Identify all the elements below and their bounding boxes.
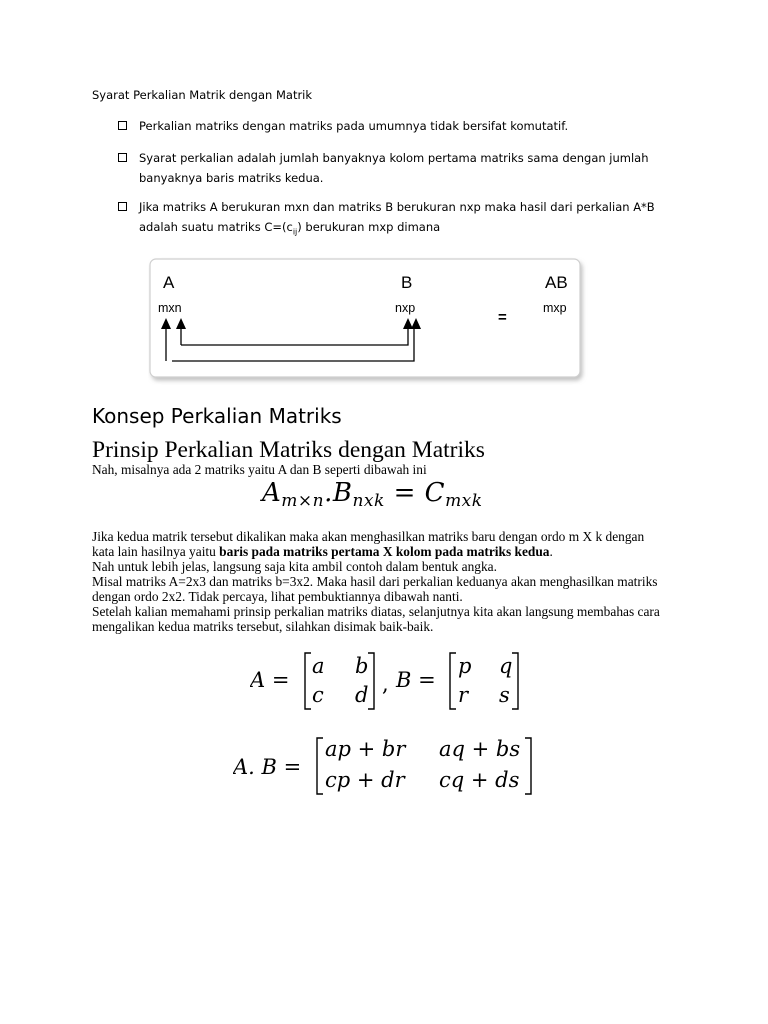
checkbox-bullet-icon bbox=[118, 121, 127, 130]
bullet-text: Jika matriks A berukuran mxn dan matriks B berukuran nxp maka hasil dari perkalian A*B adalah suatu matriks $C=(c_{ij})$ berukuran mxp dimana bbox=[139, 200, 655, 237]
matrix-product bbox=[233, 734, 553, 804]
matrix-cell: p bbox=[458, 654, 472, 678]
diagram-label-ab: AB bbox=[545, 273, 568, 292]
section-heading: Syarat Perkalian Matrik dengan Matrik bbox=[92, 88, 313, 102]
checkbox-bullet-icon bbox=[118, 202, 127, 211]
matrix-cell: a bbox=[312, 654, 325, 678]
diagram-size-b: nxp bbox=[395, 301, 416, 315]
matrix-a-label: A = bbox=[250, 668, 290, 692]
product-cell: aq + bs bbox=[439, 737, 521, 761]
product-label: A. B = bbox=[233, 755, 302, 779]
matrix-cell: d bbox=[355, 683, 369, 707]
matrix-cell: s bbox=[499, 683, 510, 707]
diagram-equals: = bbox=[498, 309, 507, 326]
matrix-cell: b bbox=[355, 654, 369, 678]
diagram-label-b: B bbox=[401, 273, 413, 292]
prinsip-heading: Prinsip Perkalian Matriks dengan Matriks bbox=[92, 437, 485, 463]
bullet-text: Syarat perkalian adalah jumlah banyaknya kolom pertama matriks sama dengan jumlah banyaknya baris matriks kedua. bbox=[139, 151, 649, 185]
diagram-size-ab: mxp bbox=[543, 301, 567, 315]
bullet-item bbox=[118, 148, 678, 188]
bullet-text: Perkalian matriks dengan matriks pada umumnya tidak bersifat komutatif. bbox=[139, 119, 569, 133]
konsep-heading: Konsep Perkalian Matriks bbox=[92, 404, 342, 428]
product-cell: ap + br bbox=[325, 737, 406, 761]
checkbox-bullet-icon bbox=[118, 153, 127, 162]
matrix-size-diagram bbox=[148, 257, 588, 385]
bullet-item bbox=[118, 197, 678, 242]
formula-main: $A_{m\times n}.B_{nxk} = C_{mxk}$ bbox=[262, 478, 483, 511]
matrix-cell: q bbox=[499, 654, 513, 678]
matrix-definition bbox=[250, 645, 550, 715]
matrix-b-label: B = bbox=[396, 668, 436, 692]
explanation-paragraph: Jika kedua matrik tersebut dikalikan maka akan menghasilkan matriks baru dengan ordo m X k dengan kata lain hasilnya yaitu baris pada matriks pertama X kolom pada matriks kedua. Nah untuk lebih jelas, langsung saja kita ambil contoh dalam bentuk angka. Misal matriks A=2x3 dan matriks b=3x2. Maka hasil dari perkalian keduanya akan menghasilkan matriks dengan ordo 2x2. Tidak percaya, lihat pembuktiannya dibawah nanti. Setelah kalian memahami prinsip perkalian matriks diatas, selanjutnya kita akan langsung membahas cara mengalikan kedua matriks tersebut, silahkan disimak baik-baik. bbox=[92, 529, 660, 634]
bullet-item bbox=[118, 116, 678, 136]
matrix-cell: c bbox=[312, 683, 324, 707]
intro-text: Nah, misalnya ada 2 matriks yaitu A dan B seperti dibawah ini bbox=[92, 462, 427, 477]
matrix-cell: r bbox=[458, 683, 469, 707]
product-cell: cp + dr bbox=[325, 768, 405, 792]
diagram-size-a: mxn bbox=[158, 301, 182, 315]
product-cell: cq + ds bbox=[439, 768, 520, 792]
diagram-frame bbox=[150, 259, 580, 377]
matrix-separator: , bbox=[382, 672, 389, 696]
diagram-label-a: A bbox=[163, 273, 175, 292]
